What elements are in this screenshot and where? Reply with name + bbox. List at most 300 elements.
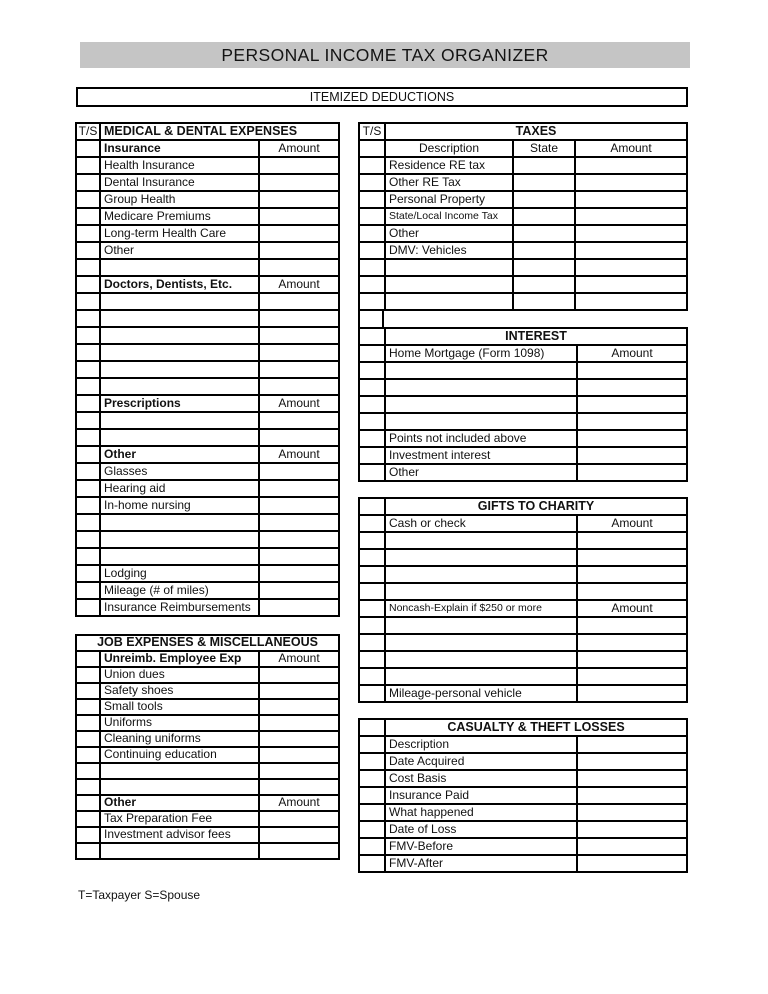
table-row [360,158,686,175]
table-row [77,243,338,260]
label-cell: Investment advisor fees [101,828,260,842]
label-cell: Tax Preparation Fee [101,812,260,826]
table-row [360,584,686,601]
amount-cell [260,700,338,714]
amount-cell [576,277,686,292]
interest-table [358,327,688,482]
label-cell: Points not included above [386,431,578,446]
amount-cell [260,764,338,778]
label-cell: Glasses [101,464,260,479]
table-row [360,431,686,448]
label-cell [101,311,260,326]
section-title: MEDICAL & DENTAL EXPENSES [104,124,298,138]
label-cell: Long-term Health Care [101,226,260,241]
amount-cell [260,812,338,826]
table-row [77,447,338,464]
amount-cell [578,584,686,599]
label-cell [386,260,514,275]
table-row [77,175,338,192]
table-row [360,294,686,311]
label-cell [101,294,260,309]
page-title: PERSONAL INCOME TAX ORGANIZER [80,42,690,68]
label-cell: Other [386,465,578,480]
ts-header-cell [360,329,386,344]
table-row [360,601,686,618]
table-row [77,311,338,328]
label-cell: Health Insurance [101,158,260,173]
amount-header: Amount [278,277,320,291]
amount-cell [260,828,338,842]
ts-cell [360,839,386,854]
amount-cell [260,684,338,698]
amount-cell [260,748,338,762]
label-cell: Union dues [101,668,260,682]
amount-cell [260,192,338,207]
amount-cell [260,515,338,530]
amount-cell [578,686,686,701]
label-cell: Insurance Paid [386,788,578,803]
table-row [77,294,338,311]
ts-cell [360,209,386,224]
ts-cell [360,226,386,241]
amount-cell [260,549,338,564]
table-row [360,397,686,414]
ts-header-cell [360,720,386,735]
amount-cell [578,788,686,803]
taxes-table [358,122,688,311]
table-row [77,481,338,498]
label-cell: Safety shoes [101,684,260,698]
ts-cell [360,158,386,173]
table-row [77,600,338,617]
amount-header: Amount [611,516,653,530]
table-row [360,329,686,346]
ts-cell [77,515,101,530]
amount-cell [578,363,686,378]
amount-cell [578,754,686,769]
label-cell: Investment interest [386,448,578,463]
amount-cell [578,669,686,684]
ts-cell [77,413,101,428]
table-row [360,856,686,873]
ts-header-cell: T/S [360,124,386,139]
table-row [77,716,338,732]
state-cell [514,277,576,292]
ts-cell [77,464,101,479]
label-cell [101,844,260,858]
label-cell [101,379,260,394]
ts-cell [360,397,386,412]
label-cell: Hearing aid [101,481,260,496]
amount-header: Amount [611,346,653,360]
state-cell [514,243,576,258]
amount-cell [578,839,686,854]
label-cell [101,515,260,530]
column-header-state: State [514,141,576,156]
amount-cell [260,209,338,224]
gifts-to-charity-table [358,497,688,703]
column-header-description: Description [386,141,514,156]
table-row [77,141,338,158]
label-cell [101,328,260,343]
ts-cell [77,780,101,794]
amount-cell [576,175,686,190]
ts-cell [360,652,386,667]
amount-cell [578,414,686,429]
table-row [360,754,686,771]
amount-cell [578,652,686,667]
table-row [360,686,686,703]
state-cell [514,175,576,190]
ts-cell [360,363,386,378]
label-cell [101,532,260,547]
ts-cell [360,618,386,633]
label-cell [101,430,260,445]
ts-cell [360,243,386,258]
ts-cell [360,192,386,207]
table-row [77,498,338,515]
ts-cell [360,567,386,582]
label-cell: In-home nursing [101,498,260,513]
ts-cell [77,328,101,343]
amount-cell [578,465,686,480]
ts-cell [360,465,386,480]
ts-cell [77,345,101,360]
ts-cell [77,226,101,241]
table-row [360,209,686,226]
table-row [77,684,338,700]
amount-cell [578,448,686,463]
label-cell [386,533,578,548]
ts-cell [360,737,386,752]
table-row [360,635,686,652]
table-row [77,345,338,362]
amount-cell [260,583,338,598]
ts-cell [360,771,386,786]
amount-header: Amount [278,652,320,665]
ts-cell [360,277,386,292]
table-row [360,533,686,550]
table-row [77,844,338,860]
amount-cell [578,771,686,786]
table-row [77,566,338,583]
table-row [77,668,338,684]
amount-cell [260,430,338,445]
ts-cell [360,533,386,548]
amount-cell [260,175,338,190]
table-row [360,652,686,669]
state-cell [514,294,576,309]
table-row [360,550,686,567]
ts-header-cell: T/S [77,124,101,139]
ts-cell [360,686,386,701]
table-row [360,363,686,380]
amount-cell [578,380,686,395]
table-row [360,771,686,788]
label-cell [386,397,578,412]
label-cell [101,549,260,564]
state-cell [514,209,576,224]
table-row [77,124,338,141]
label-cell: Mileage-personal vehicle [386,686,578,701]
label-cell [386,414,578,429]
ts-cell [360,584,386,599]
label-cell [386,294,514,309]
table-row [77,748,338,764]
table-row [360,243,686,260]
table-row [77,328,338,345]
ts-cell [77,732,101,746]
label-cell: Mileage (# of miles) [101,583,260,598]
amount-cell [260,260,338,275]
table-row [360,669,686,686]
ts-cell [77,583,101,598]
ts-cell [77,748,101,762]
table-row [360,260,686,277]
label-cell: Other [101,243,260,258]
ts-cell [77,260,101,275]
amount-cell [578,567,686,582]
ts-cell [77,158,101,173]
right-column [358,122,688,882]
amount-cell [260,379,338,394]
amount-cell [260,158,338,173]
label-cell: Dental Insurance [101,175,260,190]
label-cell [386,652,578,667]
label-cell: Other RE Tax [386,175,514,190]
table-row [77,226,338,243]
label-cell: Prescriptions [101,396,260,411]
table-row [360,346,686,363]
amount-cell [576,260,686,275]
table-row [77,192,338,209]
ts-cell [360,141,386,156]
amount-cell [578,397,686,412]
table-row [77,277,338,294]
ts-cell [77,764,101,778]
ts-cell [77,175,101,190]
ts-cell [77,396,101,411]
label-cell: Medicare Premiums [101,209,260,224]
amount-cell [260,716,338,730]
table-row [77,796,338,812]
amount-cell [260,311,338,326]
table-row [77,549,338,566]
ts-cell [77,447,101,462]
ts-cell [360,294,386,309]
amount-cell [260,294,338,309]
amount-cell [260,498,338,513]
table-row [360,175,686,192]
state-cell [514,158,576,173]
ts-cell [77,243,101,258]
amount-cell [576,294,686,309]
ts-cell [77,700,101,714]
column-header-amount: Amount [610,141,652,155]
label-cell: Other [101,447,260,462]
amount-cell [260,413,338,428]
ts-cell [360,856,386,871]
amount-cell [260,362,338,377]
table-row [360,124,686,141]
table-row [360,465,686,482]
amount-cell [578,533,686,548]
label-cell: Doctors, Dentists, Etc. [101,277,260,292]
label-cell [101,260,260,275]
table-row [360,414,686,431]
table-row [77,583,338,600]
label-cell [386,635,578,650]
label-cell: Uniforms [101,716,260,730]
amount-cell [578,550,686,565]
amount-cell [260,668,338,682]
itemized-deductions-banner: ITEMIZED DEDUCTIONS [76,87,688,107]
ts-cell [360,431,386,446]
amount-header: Amount [278,396,320,410]
label-cell [386,567,578,582]
amount-cell [578,635,686,650]
label-cell [386,363,578,378]
ts-cell [77,532,101,547]
label-cell [101,345,260,360]
label-cell: Other [101,796,260,810]
label-cell: Personal Property [386,192,514,207]
table-row [360,516,686,533]
amount-cell [576,226,686,241]
ts-cell [77,430,101,445]
ts-cell [77,652,101,666]
table-row [77,396,338,413]
ts-cell [77,668,101,682]
ts-cell [77,362,101,377]
ts-cell [77,844,101,858]
amount-cell [260,566,338,581]
table-row [360,226,686,243]
ts-cell [77,600,101,615]
label-cell: Unreimb. Employee Exp [101,652,260,666]
ts-cell [77,192,101,207]
amount-cell [576,158,686,173]
ts-cell [360,805,386,820]
table-row [77,379,338,396]
amount-cell [578,856,686,871]
amount-cell [576,243,686,258]
ts-cell [360,260,386,275]
amount-cell [578,805,686,820]
amount-cell [260,481,338,496]
amount-cell [260,464,338,479]
label-cell: Cash or check [386,516,578,531]
label-cell [386,669,578,684]
casualty-theft-losses-table [358,718,688,873]
section-title: GIFTS TO CHARITY [477,499,595,513]
label-cell: Description [386,737,578,752]
ts-cell [360,516,386,531]
ts-header-cell [360,499,386,514]
table-row [360,448,686,465]
section-title: INTEREST [505,329,567,343]
label-cell: Date Acquired [386,754,578,769]
table-row [77,362,338,379]
ts-column-connector [358,311,384,327]
amount-header: Amount [278,796,320,809]
table-row [360,737,686,754]
section-title: JOB EXPENSES & MISCELLANEOUS [97,636,318,649]
table-row [360,805,686,822]
label-cell [386,277,514,292]
table-row [360,141,686,158]
amount-cell [578,618,686,633]
ts-cell [360,448,386,463]
section-title: CASUALTY & THEFT LOSSES [447,720,625,734]
taxpayer-spouse-legend: T=Taxpayer S=Spouse [78,888,201,902]
table-row [77,430,338,447]
amount-cell [578,822,686,837]
ts-cell [77,566,101,581]
label-cell: Cost Basis [386,771,578,786]
amount-header: Amount [278,447,320,461]
label-cell: Insurance [101,141,260,156]
label-cell: Continuing education [101,748,260,762]
label-cell: Home Mortgage (Form 1098) [386,346,578,361]
table-row [77,464,338,481]
label-cell [386,380,578,395]
amount-cell [260,732,338,746]
section-title: TAXES [515,124,557,138]
table-row [77,700,338,716]
amount-cell [260,780,338,794]
label-cell: Cleaning uniforms [101,732,260,746]
table-row [77,209,338,226]
table-row [360,277,686,294]
table-row [77,413,338,430]
job-expenses-miscellaneous-table [75,634,340,860]
table-row [77,636,338,652]
amount-cell [260,243,338,258]
label-cell: Other [386,226,514,241]
ts-cell [77,294,101,309]
ts-cell [77,684,101,698]
ts-cell [77,796,101,810]
table-row [77,158,338,175]
table-row [360,192,686,209]
label-cell [386,584,578,599]
table-row [360,380,686,397]
table-row [77,780,338,796]
amount-header: Amount [278,141,320,155]
table-row [360,839,686,856]
ts-cell [360,175,386,190]
ts-cell [77,311,101,326]
amount-cell [576,209,686,224]
table-row [77,515,338,532]
ts-cell [360,346,386,361]
ts-cell [77,716,101,730]
ts-cell [77,828,101,842]
label-cell: State/Local Income Tax [386,209,514,224]
table-row [77,764,338,780]
ts-cell [360,550,386,565]
table-row [77,828,338,844]
amount-header: Amount [611,601,653,615]
label-cell: FMV-After [386,856,578,871]
label-cell: Insurance Reimbursements [101,600,260,615]
ts-cell [77,481,101,496]
left-column [75,122,340,882]
state-cell [514,226,576,241]
ts-cell [360,669,386,684]
amount-cell [578,737,686,752]
